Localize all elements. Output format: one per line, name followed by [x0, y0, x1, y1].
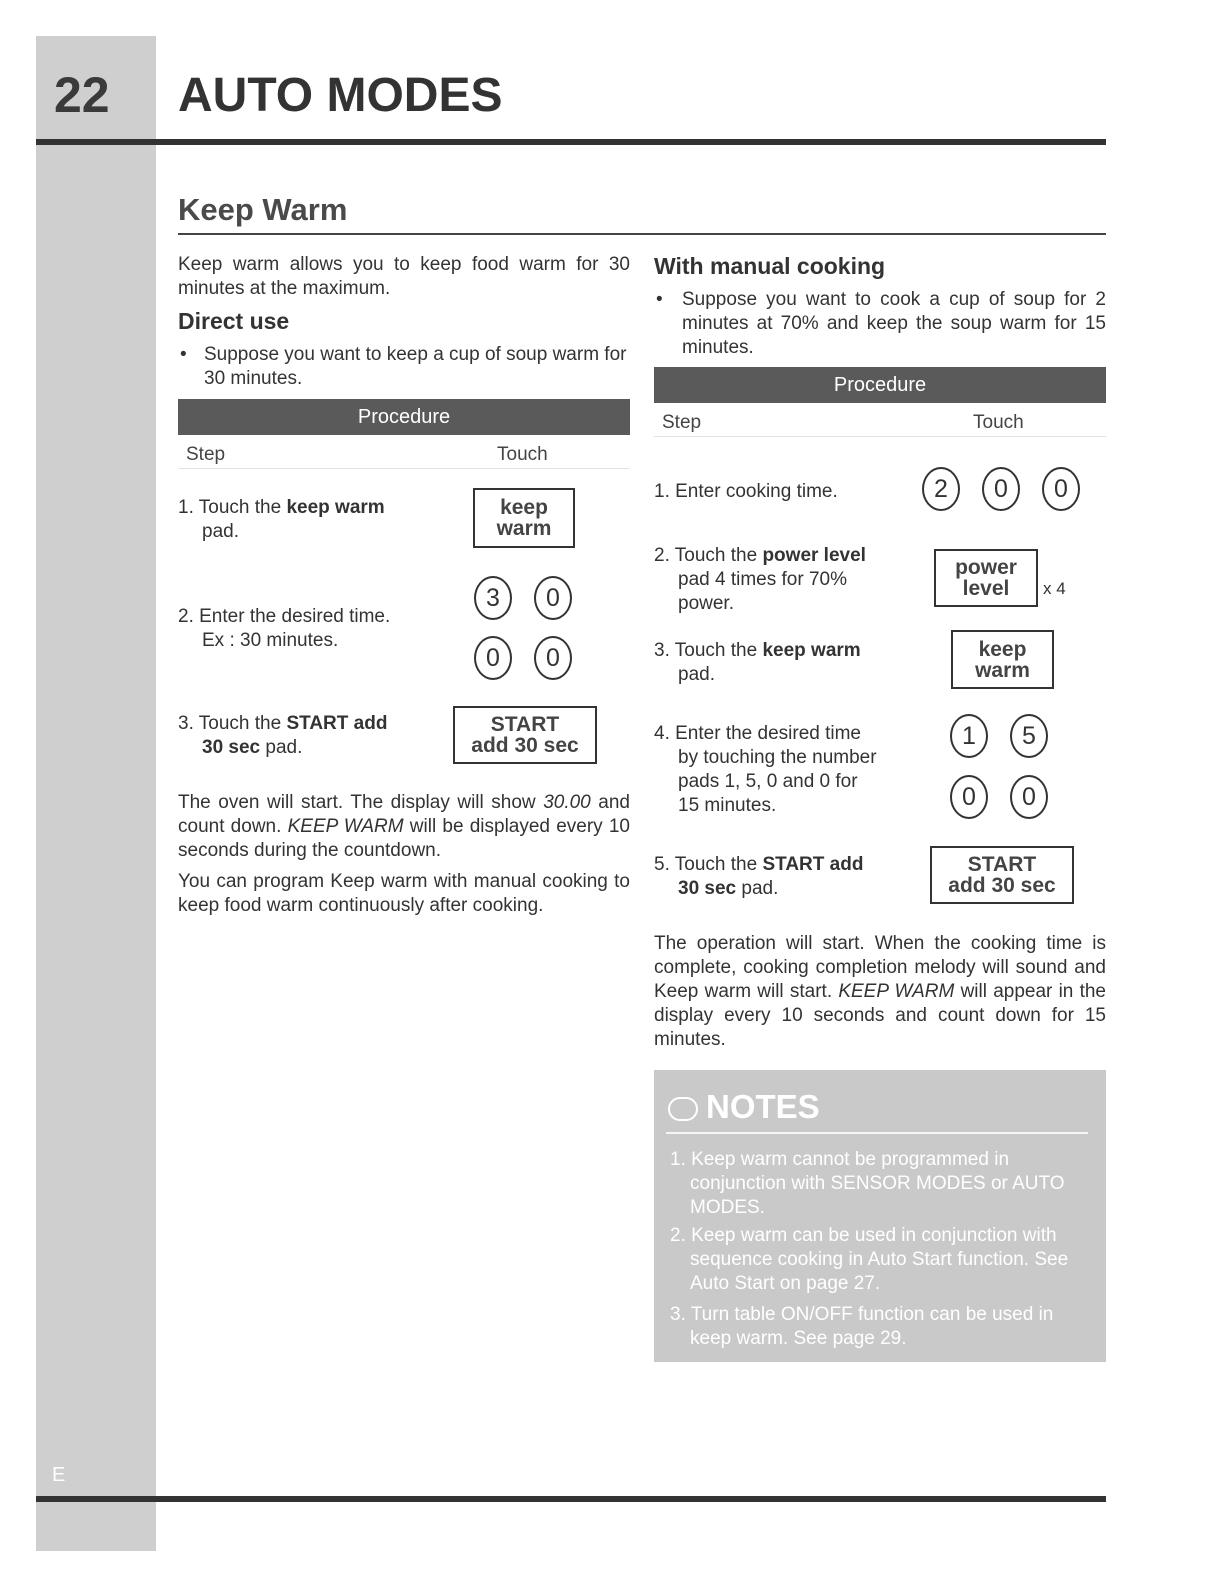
section-rule	[178, 233, 1106, 235]
right-step-5-end: pad.	[736, 878, 779, 899]
left-after-text-2: You can program Keep warm with manual cooking to keep food warm continuously after cooking.	[178, 871, 630, 916]
manual-cooking-heading: With manual cooking	[654, 253, 886, 279]
left-step-1-end: pad.	[202, 521, 239, 542]
number-pad-2: 2	[922, 467, 960, 511]
right-step-4-line2: by touching the number	[678, 747, 877, 768]
intro-text: Keep warm allows you to keep food warm for 30 minutes at the maximum.	[178, 254, 630, 299]
right-step-2-line3: power.	[678, 593, 734, 614]
right-step-3-end: pad.	[678, 664, 715, 685]
keep-warm-pad-left	[473, 488, 575, 548]
speech-bubble-icon	[668, 1097, 698, 1121]
number-pad-0: 0	[982, 467, 1020, 511]
left-step-2	[178, 605, 458, 653]
left-step-1-text: 1. Touch the	[178, 497, 287, 518]
start-add-30-sec-pad-left	[453, 706, 597, 764]
language-marker: E	[52, 1464, 66, 1486]
left-step-3-text: 3. Touch the	[178, 713, 287, 734]
pad-level-text: level	[962, 577, 1010, 600]
after-a: The operation will start. When the cooking time is complete, cooking completion melody will sound and Keep warm will start.	[654, 933, 1106, 1002]
right-step-5-bold2: 30 sec	[678, 878, 737, 899]
right-step-5	[654, 853, 914, 901]
after-1-a: The oven will start. The display will show	[178, 792, 544, 813]
note-item: 2. Keep warm can be used in conjunction with sequence cooking in Auto Start function. See Auto Start on page 27.	[670, 1225, 1069, 1294]
bullet-text: Suppose you want to cook a cup of soup for 2 minutes at 70% and keep the soup warm for 15 minutes.	[682, 289, 1106, 358]
right-after-text	[654, 932, 1106, 1052]
number-pad-1: 1	[950, 714, 988, 758]
notes-title	[668, 1088, 820, 1126]
step-divider-left	[178, 468, 630, 469]
note-item: 1. Keep warm cannot be programmed in conjunction with SENSOR MODES or AUTO MODES.	[670, 1149, 1065, 1218]
pad-keep-text: keep	[978, 637, 1027, 661]
right-step-2-text: 2. Touch the	[654, 545, 763, 566]
number-pad-5: 5	[1010, 714, 1048, 758]
note-item: 3. Turn table ON/OFF function can be used in keep warm. See page 29.	[670, 1304, 1054, 1349]
number-pad-0: 0	[950, 775, 988, 819]
left-step-2-example: Ex : 30 minutes.	[202, 630, 339, 651]
left-step-3-bold2: 30 sec	[202, 737, 261, 758]
pad-power-text: power	[955, 556, 1017, 579]
manual-cooking-bullet	[656, 288, 1106, 360]
pad-keep-text: keep	[500, 496, 548, 519]
bullet-dot: •	[180, 344, 187, 365]
section-title: Keep Warm	[178, 192, 348, 227]
right-step-5-bold: START add	[762, 854, 864, 875]
touch-label-left: Touch	[497, 444, 548, 465]
left-step-3-end: pad.	[260, 737, 303, 758]
page-title: AUTO MODES	[178, 69, 503, 122]
number-pad-0: 0	[534, 576, 572, 620]
start-add-30-sec-pad-right	[930, 846, 1074, 904]
bottom-rule	[36, 1496, 1106, 1502]
number-pad-0: 0	[474, 636, 512, 680]
pad-start-text: START	[490, 713, 560, 736]
touch-label-right: Touch	[973, 412, 1024, 433]
procedure-bar-left: Procedure	[178, 399, 630, 435]
right-step-4-line1: 4. Enter the desired time	[654, 723, 861, 744]
number-pad-0: 0	[1010, 775, 1048, 819]
step-divider-right	[654, 436, 1106, 437]
direct-use-heading: Direct use	[178, 308, 290, 334]
left-step-2-text: 2. Enter the desired time.	[178, 606, 391, 627]
after-1-c: and count down.	[178, 792, 630, 837]
bullet-text: Suppose you want to keep a cup of soup warm for 30 minutes.	[204, 344, 627, 389]
left-step-3	[178, 712, 458, 760]
right-step-2	[654, 544, 914, 616]
step-label-left: Step	[186, 444, 226, 465]
right-step-1: 1. Enter cooking time.	[654, 481, 838, 502]
after-1-e: will be displayed every 10 seconds during the countdown.	[178, 816, 630, 861]
direct-use-bullet	[180, 343, 630, 391]
right-step-3-bold: keep warm	[762, 640, 861, 661]
times-four: x 4	[1043, 579, 1066, 598]
right-step-3-text: 3. Touch the	[654, 640, 763, 661]
power-level-pad	[934, 549, 1038, 607]
number-pad-0: 0	[1042, 467, 1080, 511]
number-pad-0: 0	[534, 636, 572, 680]
after-1-d: KEEP WARM	[287, 816, 404, 837]
step-label-right: Step	[662, 412, 702, 433]
bullet-dot: •	[656, 289, 663, 310]
right-step-2-bold: power level	[762, 545, 866, 566]
right-step-4-line4: 15 minutes.	[678, 795, 777, 816]
pad-add-text: add 30 sec	[471, 734, 579, 757]
top-rule	[36, 139, 1106, 145]
side-tab	[36, 36, 156, 1551]
after-b: KEEP WARM	[838, 981, 955, 1002]
right-step-4	[654, 722, 914, 818]
number-pad-3: 3	[474, 576, 512, 620]
after-c: will appear in the display every 10 seconds and count down for 15 minutes.	[654, 981, 1106, 1050]
right-step-5-text: 5. Touch the	[654, 854, 763, 875]
notes-rule	[666, 1132, 1088, 1134]
after-1-b: 30.00	[543, 792, 591, 813]
right-step-4-line3: pads 1, 5, 0 and 0 for	[678, 771, 858, 792]
notes-title-text: NOTES	[706, 1088, 820, 1125]
page-number: 22	[54, 67, 110, 123]
pad-add-text: add 30 sec	[948, 874, 1056, 897]
keep-warm-pad-right	[951, 630, 1054, 689]
pad-warm-text: warm	[975, 658, 1030, 682]
right-step-2-line2: pad 4 times for 70%	[678, 569, 847, 590]
procedure-bar-right: Procedure	[654, 367, 1106, 403]
pad-warm-text: warm	[496, 517, 552, 540]
left-step-3-bold: START add	[286, 713, 388, 734]
pad-start-text: START	[967, 853, 1037, 876]
left-step-1	[178, 496, 458, 544]
left-after-text-1	[178, 791, 630, 863]
left-step-1-bold: keep warm	[286, 497, 385, 518]
right-step-3	[654, 639, 914, 687]
